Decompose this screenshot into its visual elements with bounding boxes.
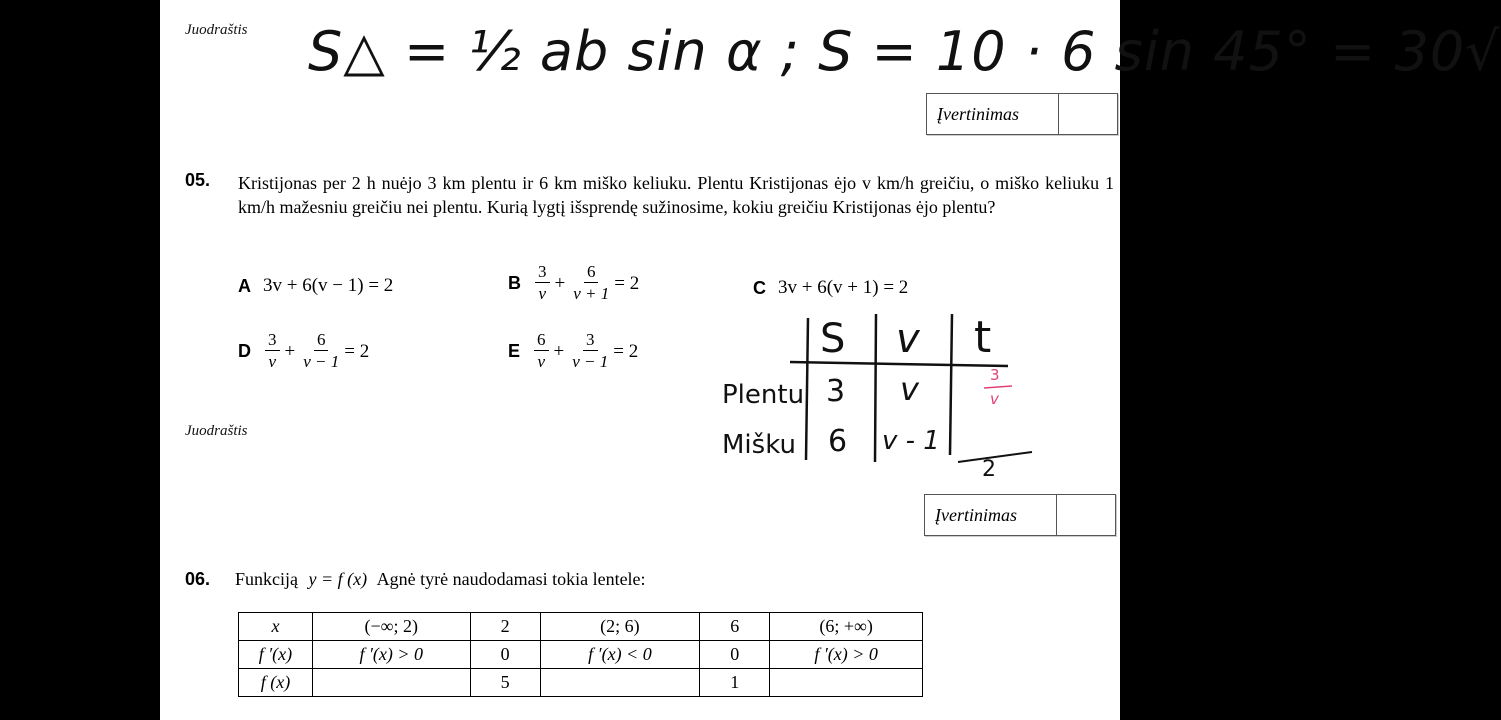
hand-row1-t-num: 3	[990, 366, 1000, 384]
hand-row2-s: 6	[828, 424, 848, 459]
option-a-letter: A	[238, 275, 251, 296]
table-cell: 5	[470, 669, 540, 697]
option-e[interactable]: E $\frac{6}{v}$ + $\frac{3}{v - 1}$ = 2	[508, 330, 639, 371]
table-cell: (6; +∞)	[770, 613, 923, 641]
table-cell: f ′(x)	[239, 641, 313, 669]
table-cell: 2	[470, 613, 540, 641]
question-05-text: Kristijonas per 2 h nuėjo 3 km plentu ir 6 km miško keliuku. Plentu Kristijonas ėjo v km/h greičiu, o miško keliuku 1 km/h mažesniu greičiu nei plentu. Kurią lygtį išsprendę sužinosime, kokiu greičiu Kristijonas ėjo plentu?	[238, 173, 1114, 217]
table-row	[239, 669, 923, 697]
hand-row1-v: v	[900, 370, 919, 408]
option-b-frac1: $\frac{3}{v}$	[535, 262, 550, 305]
draft-label-2: Juodraštis	[185, 423, 248, 439]
q06-func: y = f (x)	[308, 569, 368, 589]
table-cell: f ′(x) < 0	[540, 641, 700, 669]
table-cell: 0	[700, 641, 770, 669]
hand-row1-t-den: v	[990, 390, 999, 408]
table-cell: (2; 6)	[540, 613, 700, 641]
handwritten-area-formula: S△ = ½ ab sin α ; S = 10 · 6 sin 45° = 30√	[308, 20, 1501, 83]
q06-text-pre: Funkciją	[235, 569, 298, 589]
table-row	[239, 613, 923, 641]
table-cell	[312, 669, 470, 697]
question-06-text	[235, 569, 646, 590]
score-input-box-2[interactable]	[1057, 495, 1115, 535]
exam-page	[160, 0, 1501, 720]
score-input-box[interactable]	[1059, 94, 1117, 134]
hand-row2-v: v - 1	[882, 426, 940, 456]
option-a-expr: 3v + 6(v − 1) = 2	[263, 275, 394, 296]
table-cell: 0	[470, 641, 540, 669]
table-cell: 1	[700, 669, 770, 697]
option-d[interactable]: D $\frac{3}{v}$ + $\frac{6}{v - 1}$ = 2	[238, 330, 370, 371]
score-label-2: Įvertinimas	[925, 495, 1057, 535]
option-e-letter: E	[508, 341, 521, 361]
table-cell: f ′(x) > 0	[770, 641, 923, 669]
table-cell: (−∞; 2)	[312, 613, 470, 641]
option-d-frac1: $\frac{3}{v}$	[265, 330, 280, 373]
score-box-2	[924, 494, 1116, 536]
hand-row2-label: Mišku	[722, 430, 796, 460]
option-e-rhs: = 2	[613, 340, 639, 362]
table-cell: 6	[700, 613, 770, 641]
option-d-frac2: $\frac{6}{v - 1}$	[303, 330, 340, 371]
option-b-rhs: = 2	[614, 272, 640, 294]
table-cell	[770, 669, 923, 697]
score-box	[926, 93, 1118, 135]
option-c[interactable]	[753, 277, 908, 299]
option-e-frac1: $\frac{6}{v}$	[534, 330, 549, 373]
option-d-rhs: = 2	[344, 340, 370, 362]
hand-row1-s: 3	[826, 374, 846, 409]
table-cell: f (x)	[239, 669, 313, 697]
table-cell	[540, 669, 700, 697]
score-label: Įvertinimas	[927, 94, 1059, 134]
option-b[interactable]: B $\frac{3}{v}$ + $\frac{6}{v + 1}$ = 2	[508, 262, 640, 303]
option-c-letter: C	[753, 277, 766, 298]
table-row	[239, 641, 923, 669]
option-e-frac2: $\frac{3}{v - 1}$	[572, 330, 609, 371]
question-05-number: 05.	[185, 170, 211, 190]
option-c-expr: 3v + 6(v + 1) = 2	[778, 277, 909, 298]
function-table	[238, 612, 923, 697]
option-d-letter: D	[238, 341, 251, 361]
question-06-number: 06.	[185, 569, 211, 589]
option-b-letter: B	[508, 273, 521, 293]
hand-total: 2	[982, 457, 996, 482]
table-cell: x	[239, 613, 313, 641]
hand-row1-label: Plentu	[722, 380, 805, 410]
draft-label: Juodraštis	[185, 22, 248, 38]
handwritten-svt-table	[720, 310, 1040, 480]
q06-text-post: Agnė tyrė naudodamasi tokia lentele:	[376, 569, 646, 589]
option-a[interactable]	[238, 275, 393, 297]
table-cell: f ′(x) > 0	[312, 641, 470, 669]
hand-header-t: t	[974, 312, 992, 363]
option-b-frac2: $\frac{6}{v + 1}$	[573, 262, 610, 303]
hand-header-v: v	[896, 316, 920, 362]
hand-header-s: S	[820, 316, 846, 362]
